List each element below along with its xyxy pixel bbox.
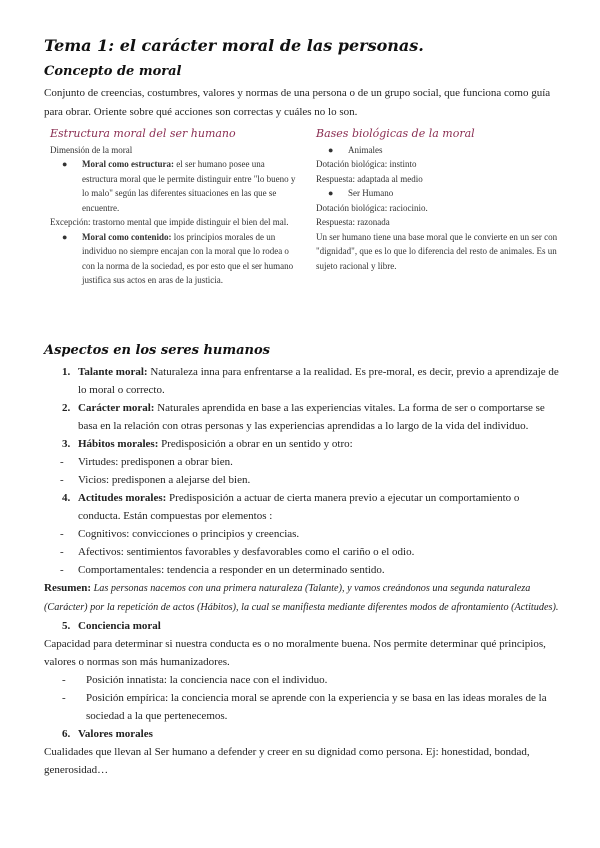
- page-title: Tema 1: el carácter moral de las personas.: [44, 36, 424, 55]
- humano-bullet: ● Ser Humano: [316, 186, 566, 201]
- resumen-paragraph: Resumen: Las personas nacemos con una primera naturaleza (Talante), y vamos creándonos una segunda naturaleza (Carácter) por la repetición de actos (Hábitos), la cual se manifiesta mediante diferentes modos de afrontamiento (Actitudes).: [44, 582, 559, 613]
- habitos-item: 3. Hábitos morales: Predisposición a obrar en un sentido y otro:: [62, 438, 353, 450]
- concepto-heading: Concepto de moral: [44, 64, 182, 79]
- dash-icon: -: [62, 674, 66, 686]
- list-item: - Afectivos: sentimientos favorables y desfavorables como el cariño o el odio.: [44, 543, 564, 561]
- dotacion-animales: Dotación biológica: instinto: [316, 159, 417, 169]
- respuesta-animales: Respuesta: adaptada al medio: [316, 173, 423, 184]
- list-item: - Posición empírica: la conciencia moral se aprende con la experiencia y se basa en las ideas morales de la sociedad a la que pertenecemos.: [44, 689, 564, 725]
- conciencia-text: Capacidad para determinar si nuestra conducta es o no moralmente buena. Nos permite determinar qué principios, valores o normas son más humanizadores.: [44, 638, 546, 668]
- bullet-icon: ●: [62, 231, 68, 242]
- dash-icon: -: [60, 528, 64, 540]
- animales-bullet: ● Animales: [316, 143, 566, 158]
- conciencia-item: 5. Conciencia moral: [62, 620, 161, 632]
- list-item: - Posición innatista: la conciencia nace con el individuo.: [44, 671, 564, 689]
- estructura-column: [50, 127, 302, 288]
- concepto-text: Conjunto de creencias, costumbres, valores y normas de una persona o de un grupo social, que funciona como guía para obrar. Oriente sobre qué acciones son correctas y cuáles no lo son.: [44, 87, 551, 118]
- dotacion-humano: Dotación biológica: raciocinio.: [316, 202, 428, 213]
- dash-icon: -: [60, 546, 64, 558]
- bases-heading: Bases biológicas de la moral: [316, 127, 475, 140]
- dash-icon: -: [60, 474, 64, 486]
- valores-item: 6. Valores morales: [62, 728, 153, 740]
- dimension-text: Dimensión de la moral: [50, 144, 133, 155]
- respuesta-humano: Respuesta: razonada: [316, 217, 390, 227]
- dash-icon: -: [62, 692, 66, 704]
- talante-item: 1. Talante moral: Naturaleza inna para enfrentarse a la realidad. Es pre-moral, es decir, previo a aprendizaje de lo moral o correcto.: [62, 366, 559, 396]
- estructura-bullet: ● Moral como estructura: el ser humano posee una estructura moral que le permite distinguir entre "lo bueno y lo malo" según las diferentes situaciones en las que se encuentre.: [62, 159, 296, 213]
- bases-text: Un ser humano tiene una base moral que le convierte en un ser con "dignidad", que es lo que lo diferencia del resto de animales. Es un sujeto racional y libre.: [316, 231, 558, 271]
- list-item: - Virtudes: predisponen a obrar bien.: [44, 453, 564, 471]
- list-item: - Comportamentales: tendencia a responder en un determinado sentido.: [44, 561, 564, 579]
- bases-column: [316, 127, 566, 273]
- actitudes-item: 4. Actitudes morales: Predisposición a actuar de cierta manera previo a ejecutar un comportamiento o conducta. Están compuestas por elementos :: [62, 492, 520, 522]
- list-item: - Vicios: predisponen a alejarse del bien.: [44, 471, 564, 489]
- caracter-item: 2. Carácter moral: Naturales aprendida en base a las experiencias vitales. La forma de ser o comportarse se basa en la relación con otras personas y las experiencias aprendidas a lo largo de la vida del individuo.: [62, 402, 545, 432]
- estructura-heading: Estructura moral del ser humano: [50, 127, 236, 140]
- aspectos-heading: Aspectos en los seres humanos: [44, 343, 270, 358]
- dash-icon: -: [60, 456, 64, 468]
- bullet-icon: ●: [328, 144, 334, 155]
- valores-text: Cualidades que llevan al Ser humano a defender y creer en su dignidad como persona. Ej: honestidad, bondad, generosidad…: [44, 746, 530, 776]
- contenido-bullet: ● Moral como contenido: los principios morales de un individuo no siempre encajan con la moral que lo rodea o con la norma de la sociedad, es por esto que el ser humano justifica sus actos en aras de la justicia.: [62, 231, 294, 285]
- dash-icon: -: [60, 564, 64, 576]
- list-item: - Cognitivos: convicciones o principios y creencias.: [44, 525, 564, 543]
- bullet-icon: ●: [328, 188, 334, 198]
- bullet-icon: ●: [62, 159, 68, 169]
- excepcion-text: Excepción: trastorno mental que impide distinguir el bien del mal.: [50, 217, 289, 227]
- aspectos-body: [44, 363, 564, 779]
